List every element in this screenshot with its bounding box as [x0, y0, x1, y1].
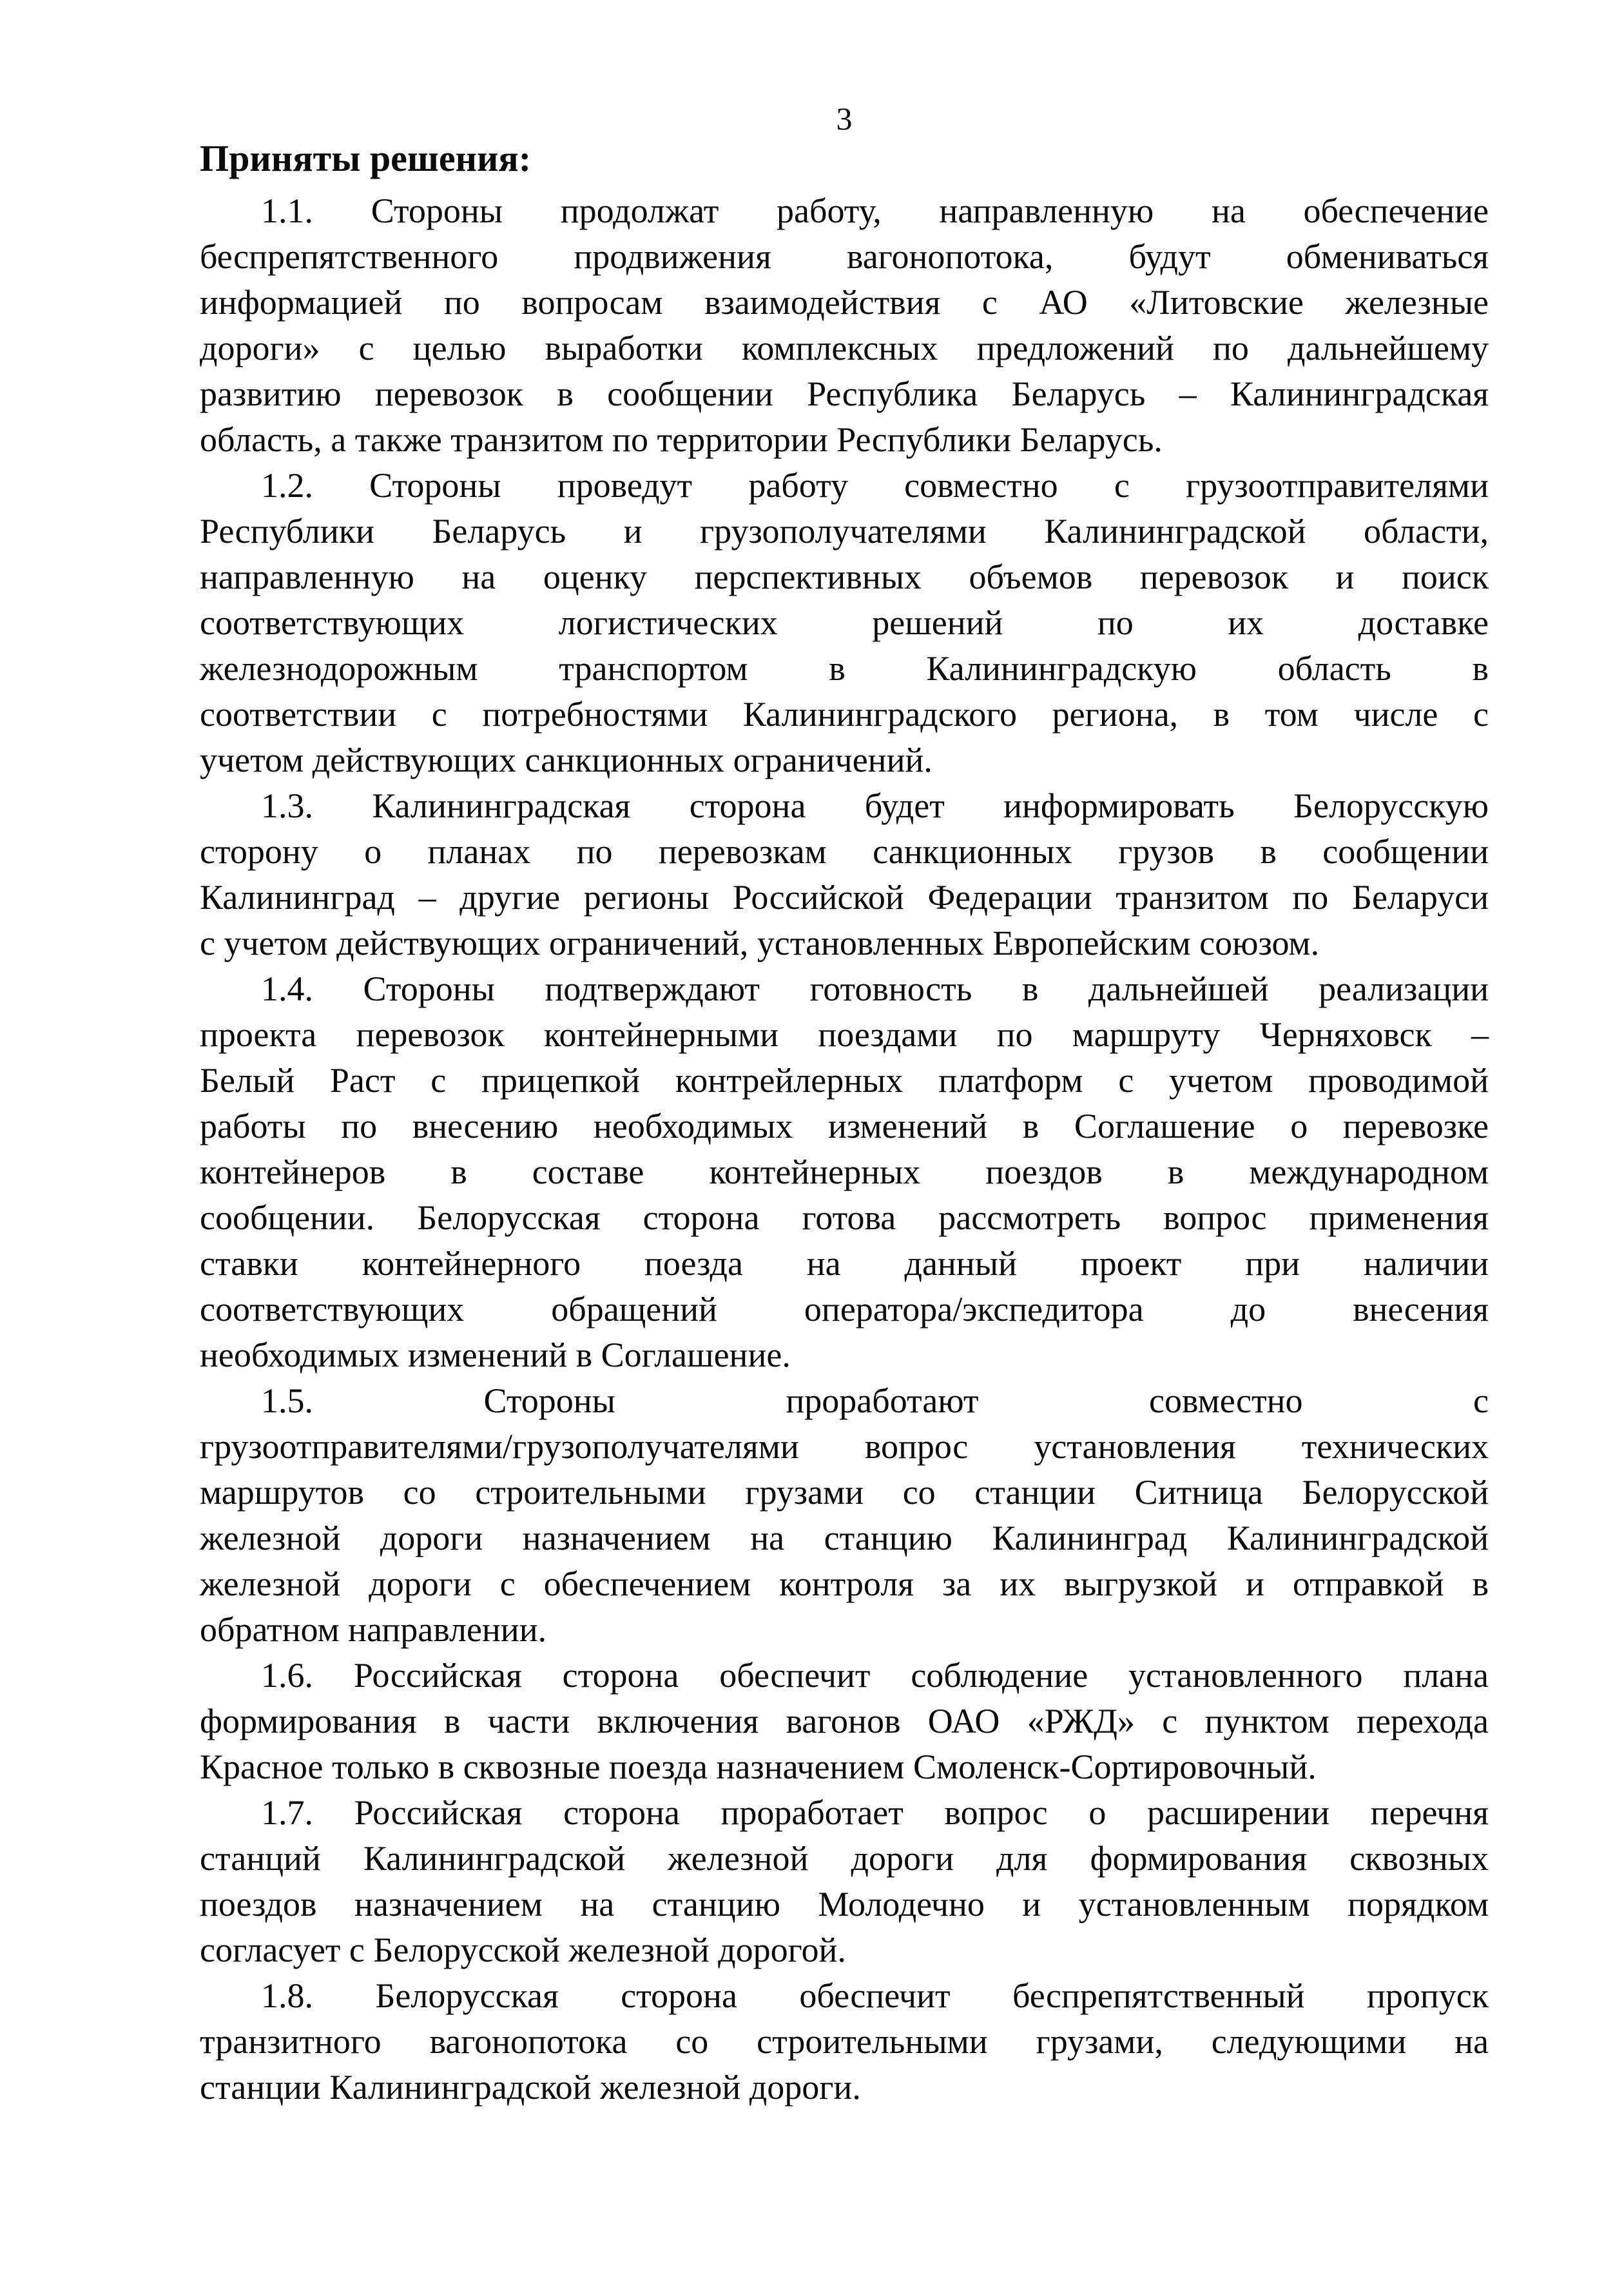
text-line: маршрутов со строительными грузами со станции Ситница Белорусской: [200, 1473, 1489, 1512]
text-line: согласует с Белорусской железной дорогой.: [200, 1931, 846, 1969]
text-line: соответствующих обращений оператора/экспедитора до внесения: [200, 1290, 1489, 1329]
text-line: 1.5. Стороны проработают совместно с: [261, 1381, 1489, 1420]
text-line: 1.8. Белорусская сторона обеспечит беспрепятственный пропуск: [261, 1976, 1489, 2015]
text-line: необходимых изменений в Соглашение.: [200, 1336, 791, 1374]
text-line: железной дороги назначением на станцию Калининград Калининградской: [200, 1519, 1489, 1557]
text-line: работы по внесению необходимых изменений в Соглашение о перевозке: [200, 1107, 1489, 1145]
page-number: 3: [836, 101, 853, 137]
text-line: информацией по вопросам взаимодействия с АО «Литовские железные: [200, 283, 1489, 322]
text-line: станции Калининградской железной дороги.: [200, 2068, 861, 2107]
paragraph: [200, 463, 1489, 783]
text-line: беспрепятственного продвижения вагонопотока, будут обмениваться: [200, 237, 1489, 276]
text-line: ставки контейнерного поезда на данный проект при наличии: [200, 1244, 1489, 1283]
text-line: Белый Раст с прицепкой контрейлерных платформ с учетом проводимой: [200, 1061, 1489, 1100]
text-line: поездов назначением на станцию Молодечно и установленным порядком: [200, 1885, 1489, 1923]
text-line: Калининград – другие регионы Российской Федерации транзитом по Беларуси: [200, 878, 1489, 917]
section-heading: Приняты решения:: [200, 137, 532, 179]
text-line: направленную на оценку перспективных объемов перевозок и поиск: [200, 558, 1489, 596]
text-line: железнодорожным транспортом в Калининградскую область в: [200, 649, 1489, 688]
text-line: с учетом действующих ограничений, установленных Европейским союзом.: [200, 924, 1320, 962]
text-line: железной дороги с обеспечением контроля за их выгрузкой и отправкой в: [200, 1564, 1489, 1603]
paragraph: [200, 966, 1489, 1378]
paragraph: [200, 188, 1489, 463]
text-line: 1.1. Стороны продолжат работу, направленную на обеспечение: [261, 191, 1489, 230]
text-line: соответствующих логистических решений по их доставке: [200, 603, 1489, 642]
text-line: формирования в части включения вагонов ОАО «РЖД» с пунктом перехода: [200, 1702, 1489, 1740]
text-line: обратном направлении.: [200, 1610, 547, 1649]
text-line: сообщении. Белорусская сторона готова рассмотреть вопрос применения: [200, 1198, 1489, 1237]
paragraph: [200, 1973, 1489, 2110]
text-line: контейнеров в составе контейнерных поездов в международном: [200, 1153, 1489, 1191]
text-line: Красное только в сквозные поезда назначением Смоленск-Сортировочный.: [200, 1747, 1317, 1786]
text-line: 1.4. Стороны подтверждают готовность в дальнейшей реализации: [261, 969, 1489, 1008]
text-line: 1.6. Российская сторона обеспечит соблюдение установленного плана: [261, 1656, 1489, 1695]
text-line: 1.7. Российская сторона проработает вопрос о расширении перечня: [261, 1793, 1489, 1832]
paragraphs-container: [200, 188, 1489, 2110]
text-line: станций Калининградской железной дороги для формирования сквозных: [200, 1839, 1489, 1878]
text-line: область, а также транзитом по территории Республики Беларусь.: [200, 420, 1163, 459]
text-line: транзитного вагонопотока со строительными грузами, следующими на: [200, 2022, 1489, 2061]
text-line: дороги» с целью выработки комплексных предложений по дальнейшему: [200, 329, 1489, 367]
text-line: развитию перевозок в сообщении Республика Беларусь – Калининградская: [200, 375, 1489, 413]
text-line: 1.2. Стороны проведут работу совместно с грузоотправителями: [261, 466, 1489, 505]
paragraph: [200, 1790, 1489, 1973]
text-line: Республики Беларусь и грузополучателями Калининградской области,: [200, 512, 1489, 550]
text-line: сторону о планах по перевозкам санкционных грузов в сообщении: [200, 832, 1489, 871]
text-line: учетом действующих санкционных ограничений.: [200, 741, 933, 779]
text-line: грузоотправителями/грузополучателями вопрос установления технических: [200, 1427, 1489, 1466]
text-line: 1.3. Калининградская сторона будет информировать Белорусскую: [261, 786, 1489, 825]
paragraph: [200, 783, 1489, 966]
paragraph: [200, 1378, 1489, 1653]
text-line: соответствии с потребностями Калининградского региона, в том числе с: [200, 695, 1489, 734]
text-line: проекта перевозок контейнерными поездами по маршруту Черняховск –: [200, 1015, 1489, 1054]
paragraph: [200, 1653, 1489, 1790]
